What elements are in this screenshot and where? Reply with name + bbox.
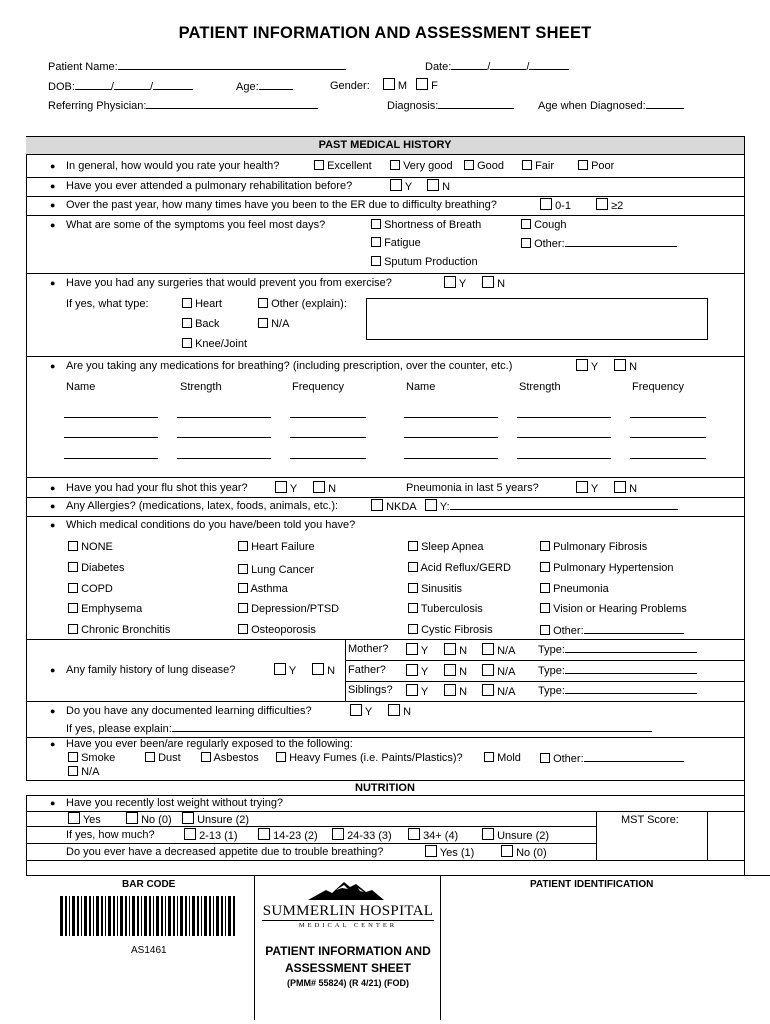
exposure-na[interactable]: N/A [68, 766, 99, 778]
barcode-bar [216, 896, 219, 936]
hospital-subtitle: MEDICAL CENTER [298, 922, 398, 929]
patient-name-label: Patient Name: [48, 61, 118, 73]
med-header-frequency-2: Frequency [632, 381, 684, 393]
barcode-bar [165, 896, 166, 936]
patient-name-field[interactable] [48, 60, 346, 73]
barcode-bar [105, 896, 106, 936]
question-appetite: Do you ever have a decreased appetite due to trouble breathing? [66, 846, 384, 858]
barcode-bar [173, 896, 175, 936]
form-title-line-1: PATIENT INFORMATION AND [265, 944, 431, 958]
med-header-name-2: Name [406, 381, 436, 393]
question-weight-loss: Have you recently lost weight without trying? [66, 797, 284, 809]
family-siblings-yes[interactable]: Y [406, 684, 428, 698]
question-allergies: Any Allergies? (medications, latex, foods, animals, etc.): [66, 500, 339, 512]
weight-unsure[interactable]: Unsure (2) [182, 812, 249, 826]
barcode-bar [144, 896, 147, 936]
barcode-code: AS1461 [131, 945, 167, 956]
barcode-bar [72, 896, 75, 936]
family-siblings-type[interactable]: Type: [538, 684, 697, 697]
condition-chronic-bronchitis[interactable]: Chronic Bronchitis [68, 624, 170, 636]
gender-f-label: F [431, 80, 438, 92]
section-header-past-medical-history: PAST MEDICAL HISTORY [26, 137, 744, 154]
referring-physician-field[interactable] [48, 99, 318, 112]
question-conditions: Which medical conditions do you have/been told you have? [66, 519, 356, 531]
barcode-bar [204, 896, 207, 936]
barcode-bar [221, 896, 223, 936]
meds-no[interactable]: N [614, 359, 637, 373]
amount-unsure[interactable]: Unsure (2) [482, 828, 549, 842]
barcode-bar [81, 896, 82, 936]
barcode-bar [108, 896, 111, 936]
barcode-bar [185, 896, 187, 936]
condition-other[interactable]: Other: [540, 624, 684, 637]
family-mother-type[interactable]: Type: [538, 643, 697, 656]
barcode-bar [96, 896, 99, 936]
gender-label: Gender: [330, 80, 370, 92]
surgery-na[interactable]: N/A [258, 318, 289, 330]
condition-asthma[interactable]: Asthma [238, 583, 288, 595]
diagnosis-field[interactable] [387, 99, 514, 112]
barcode-bar [117, 896, 118, 936]
barcode-bar [177, 896, 178, 936]
flu-no[interactable]: N [313, 481, 336, 495]
appetite-yes[interactable]: Yes (1) [425, 845, 474, 859]
family-father-no[interactable]: N [444, 664, 467, 678]
barcode-bar [137, 896, 139, 936]
section-header-nutrition: NUTRITION [26, 781, 744, 795]
bullet-icon: ● [50, 361, 56, 371]
barcode-bar [228, 896, 231, 936]
diagnosis-label: Diagnosis: [387, 100, 439, 112]
barcode-bar [209, 896, 211, 936]
barcode-bar [69, 896, 70, 936]
condition-tuberculosis[interactable]: Tuberculosis [408, 603, 483, 615]
barcode-bar [225, 896, 226, 936]
question-family-history: Any family history of lung disease? [66, 664, 236, 676]
bullet-icon: ● [50, 665, 56, 675]
bullet-icon: ● [50, 483, 56, 493]
question-symptoms: What are some of the symptoms you feel most days? [66, 219, 326, 231]
gender-f-checkbox[interactable] [416, 78, 428, 90]
family-no[interactable]: N [312, 663, 335, 677]
barcode-bar [192, 896, 195, 936]
condition-vision-or-hearing-problems[interactable]: Vision or Hearing Problems [540, 603, 687, 615]
rehab-yes[interactable]: Y [390, 179, 412, 193]
med-header-strength-1: Strength [180, 381, 222, 393]
question-er: Over the past year, how many times have you been to the ER due to difficulty breathing? [66, 199, 497, 211]
barcode-bar [89, 896, 91, 936]
condition-pneumonia[interactable]: Pneumonia [540, 583, 609, 595]
barcode-bar [213, 896, 214, 936]
weight-no[interactable]: No (0) [126, 812, 172, 826]
family-siblings-no[interactable]: N [444, 684, 467, 698]
allergy-nkda[interactable]: NKDA [371, 499, 417, 513]
condition-lung-cancer[interactable]: Lung Cancer [238, 564, 314, 576]
health-option-poor[interactable]: Poor [578, 160, 614, 172]
barcode-bar [84, 896, 87, 936]
learning-yes[interactable]: Y [350, 704, 372, 718]
allergy-yes[interactable]: Y: [425, 499, 678, 513]
family-father-type[interactable]: Type: [538, 664, 697, 677]
pneumonia-no[interactable]: N [614, 481, 637, 495]
form-title-line-2: ASSESSMENT SHEET [284, 961, 412, 975]
family-father-na[interactable]: N/A [482, 664, 515, 678]
health-option-good[interactable]: Good [464, 160, 504, 172]
gender-m-label: M [397, 80, 408, 92]
health-option-excellent[interactable]: Excellent [314, 160, 372, 172]
barcode-bar [113, 896, 115, 936]
bullet-icon: ● [50, 798, 56, 808]
surgery-other[interactable]: Other (explain): [258, 298, 347, 310]
symptom-other[interactable]: Other: [521, 237, 677, 250]
learning-explain-field[interactable]: If yes, please explain: [66, 722, 652, 735]
barcode-bar [132, 896, 135, 936]
question-surgery: Have you had any surgeries that would prevent you from exercise? [66, 277, 392, 289]
exposure-mold[interactable]: Mold [484, 752, 521, 764]
barcode-bar [65, 896, 67, 936]
barcode-bar [168, 896, 171, 936]
page-title: PATIENT INFORMATION AND ASSESSMENT SHEET [178, 24, 592, 42]
question-how-much: If yes, how much? [66, 829, 155, 841]
med-header-name-1: Name [66, 381, 96, 393]
bullet-icon: ● [50, 706, 56, 716]
condition-none[interactable]: NONE [68, 541, 113, 553]
condition-copd[interactable]: COPD [68, 583, 113, 595]
dob-label: DOB: [48, 81, 75, 93]
bullet-icon: ● [50, 200, 56, 210]
er-option-2-plus[interactable]: ≥2 [596, 198, 623, 212]
barcode-bar [125, 896, 127, 936]
condition-heart-failure[interactable]: Heart Failure [238, 541, 315, 553]
bullet-icon: ● [50, 739, 56, 749]
symptom-sputum-production[interactable]: Sputum Production [371, 256, 478, 268]
flu-yes[interactable]: Y [275, 481, 297, 495]
symptom-fatigue[interactable]: Fatigue [371, 237, 421, 249]
barcode-bar [180, 896, 183, 936]
barcode-bar [60, 896, 63, 936]
surgery-type-label: If yes, what type: [66, 298, 149, 310]
med-header-strength-2: Strength [519, 381, 561, 393]
bullet-icon: ● [50, 501, 56, 511]
family-mother-no[interactable]: N [444, 643, 467, 657]
bullet-icon: ● [50, 520, 56, 530]
question-pneumonia: Pneumonia in last 5 years? [406, 482, 539, 494]
exposure-asbestos[interactable]: Asbestos [201, 752, 259, 764]
barcode-bar [189, 896, 190, 936]
age-diagnosed-field[interactable] [538, 99, 684, 112]
exposure-smoke[interactable]: Smoke [68, 752, 115, 764]
condition-osteoporosis[interactable]: Osteoporosis [238, 624, 316, 636]
surgery-yes[interactable]: Y [444, 276, 466, 290]
pneumonia-yes[interactable]: Y [576, 481, 598, 495]
appetite-no[interactable]: No (0) [501, 845, 547, 859]
bullet-icon: ● [50, 161, 56, 171]
question-medications: Are you taking any medications for breathing? (including prescription, over the counter, etc.) [66, 360, 513, 372]
mountain-logo-icon [306, 878, 386, 902]
gender-m-checkbox[interactable] [383, 78, 395, 90]
barcode-bar [156, 896, 159, 936]
amount-2-13[interactable]: 2-13 (1) [184, 828, 238, 842]
family-father-yes[interactable]: Y [406, 664, 428, 678]
condition-acid-reflux-gerd[interactable]: Acid Reflux/GERD [408, 562, 511, 574]
weight-yes[interactable]: Yes [68, 812, 101, 826]
bullet-icon: ● [50, 278, 56, 288]
barcode-bar [153, 896, 154, 936]
bullet-icon: ● [50, 220, 56, 230]
condition-diabetes[interactable]: Diabetes [68, 562, 124, 574]
family-siblings-na[interactable]: N/A [482, 684, 515, 698]
age-label: Age: [236, 81, 259, 93]
health-option-very-good[interactable]: Very good [390, 160, 453, 172]
family-mother-yes[interactable]: Y [406, 643, 428, 657]
rehab-no[interactable]: N [427, 179, 450, 193]
bullet-icon: ● [50, 181, 56, 191]
amount-24-33[interactable]: 24-33 (3) [332, 828, 392, 842]
mst-score-label: MST Score: [621, 814, 679, 826]
family-mother-na[interactable]: N/A [482, 643, 515, 657]
condition-sleep-apnea[interactable]: Sleep Apnea [408, 541, 483, 553]
barcode-bar [101, 896, 103, 936]
barcode-label: BAR CODE [122, 879, 176, 890]
exposure-dust[interactable]: Dust [145, 752, 181, 764]
surgery-no[interactable]: N [482, 276, 505, 290]
barcode-bar [161, 896, 163, 936]
family-siblings-label: Siblings? [348, 684, 393, 696]
surgery-heart[interactable]: Heart [182, 298, 222, 310]
barcode-bar [93, 896, 94, 936]
amount-14-23[interactable]: 14-23 (2) [258, 828, 318, 842]
symptom-shortness-of-breath[interactable]: Shortness of Breath [371, 219, 481, 231]
age-field[interactable] [236, 80, 293, 93]
referring-label: Referring Physician: [48, 100, 147, 112]
barcode-bar [129, 896, 130, 936]
med-header-frequency-1: Frequency [292, 381, 344, 393]
condition-pulmonary-hypertension[interactable]: Pulmonary Hypertension [540, 562, 674, 574]
surgery-knee-joint[interactable]: Knee/Joint [182, 338, 247, 350]
question-rehab: Have you ever attended a pulmonary rehabilitation before? [66, 180, 353, 192]
symptom-cough[interactable]: Cough [521, 219, 566, 231]
surgery-back[interactable]: Back [182, 318, 220, 330]
er-option-0-1[interactable]: 0-1 [540, 198, 571, 212]
exposure-other[interactable]: Other: [540, 752, 684, 765]
barcode-bar [149, 896, 151, 936]
question-exposure: Have you ever been/are regularly exposed to the following: [66, 738, 353, 750]
age-diagnosed-label: Age when Diagnosed: [538, 100, 646, 112]
question-learning: Do you have any documented learning difficulties? [66, 705, 312, 717]
barcode-bar [120, 896, 123, 936]
dob-field[interactable]: DOB: / / [48, 80, 193, 93]
family-yes[interactable]: Y [274, 663, 296, 677]
condition-depression-ptsd[interactable]: Depression/PTSD [238, 603, 339, 615]
health-option-fair[interactable]: Fair [522, 160, 554, 172]
mst-score-box[interactable] [596, 811, 708, 861]
question-health: In general, how would you rate your health? [66, 160, 280, 172]
date-label: Date: [425, 61, 452, 73]
family-mother-label: Mother? [348, 643, 389, 655]
gender-field [330, 78, 438, 92]
barcode-bar [77, 896, 79, 936]
form-code: (PMM# 55824) (R 4/21) (FOD) [286, 978, 410, 988]
hospital-name: SUMMERLIN HOSPITAL [262, 903, 434, 919]
barcode-bar [201, 896, 202, 936]
question-flu-shot: Have you had your flu shot this year? [66, 482, 248, 494]
condition-cystic-fibrosis[interactable]: Cystic Fibrosis [408, 624, 493, 636]
family-father-label: Father? [348, 664, 386, 676]
barcode-bar [233, 896, 235, 936]
exposure-heavy-fumes[interactable]: Heavy Fumes (i.e. Paints/Plastics)? [276, 752, 463, 764]
condition-emphysema[interactable]: Emphysema [68, 603, 142, 615]
amount-34-plus[interactable]: 34+ (4) [408, 828, 458, 842]
barcode-bar [197, 896, 199, 936]
barcode-bar [141, 896, 142, 936]
learning-no[interactable]: N [388, 704, 411, 718]
condition-pulmonary-fibrosis[interactable]: Pulmonary Fibrosis [540, 541, 647, 553]
barcode-image [60, 896, 238, 936]
meds-yes[interactable]: Y [576, 359, 598, 373]
date-field[interactable]: Date: / / [425, 60, 569, 73]
condition-sinusitis[interactable]: Sinusitis [408, 583, 462, 595]
patient-identification-label: PATIENT IDENTIFICATION [530, 879, 654, 890]
surgery-explain-textbox[interactable] [366, 298, 708, 340]
